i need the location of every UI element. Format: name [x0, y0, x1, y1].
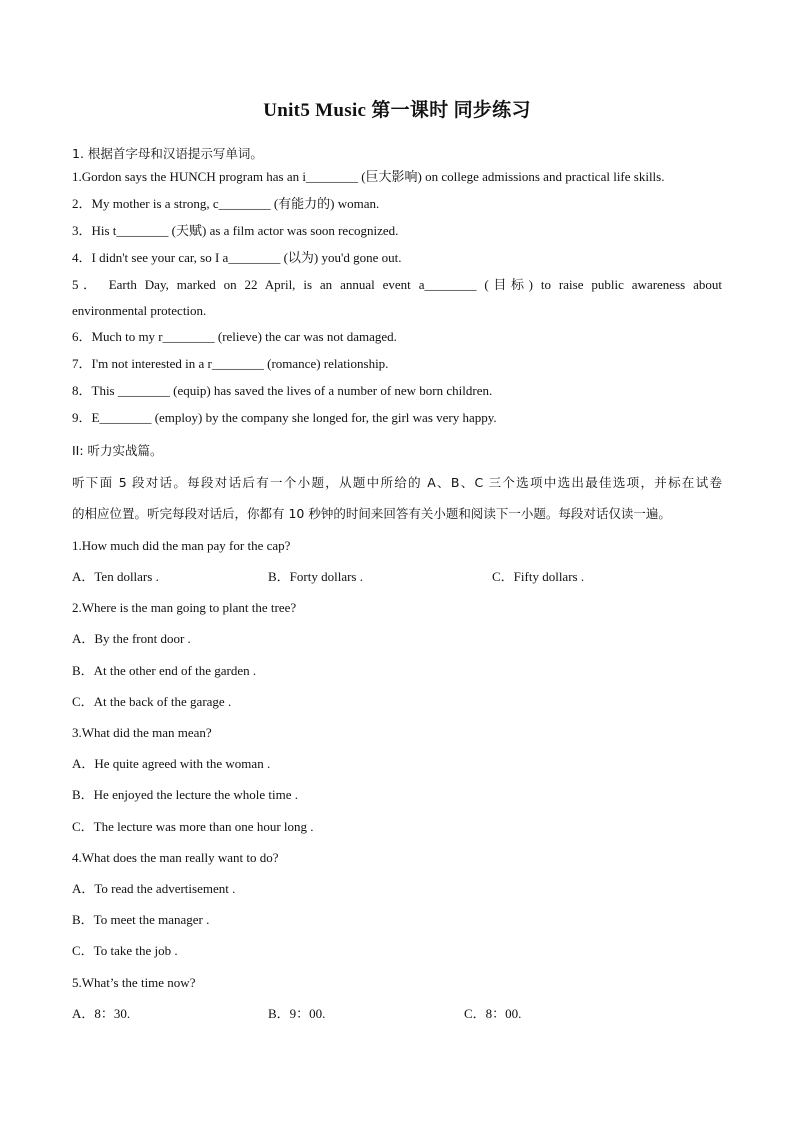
question-2: 2.Where is the man going to plant the tree?	[72, 600, 297, 615]
exercise-item-5: 5． Earth Day, marked on 22 April, is an annual event a________ (目标) to raise public awareness about	[72, 277, 722, 292]
exercise-item-3: 3．His t________ (天赋) as a film actor was soon recognized.	[72, 223, 399, 238]
exercise-item-6: 6．Much to my r________ (relieve) the car was not damaged.	[72, 329, 397, 344]
section1-heading: 1. 根据首字母和汉语提示写单词。	[72, 146, 263, 161]
section2-heading: II: 听力实战篇。	[72, 443, 163, 458]
question-5-option-b: B．9：00.	[268, 1006, 326, 1021]
question-2-option-b: B．At the other end of the garden .	[72, 663, 257, 678]
exercise-item-9: 9．E________ (employ) by the company she longed for, the girl was very happy.	[72, 410, 497, 425]
question-3: 3.What did the man mean?	[72, 725, 212, 740]
question-1: 1.How much did the man pay for the cap?	[72, 538, 291, 553]
question-4-option-c: C．To take the job .	[72, 943, 178, 958]
question-4-option-a: A．To read the advertisement .	[72, 881, 236, 896]
question-5-option-c: C．8：00.	[464, 1006, 522, 1021]
question-3-option-a: A．He quite agreed with the woman .	[72, 756, 271, 771]
question-5-option-a: A．8：30.	[72, 1006, 131, 1021]
question-2-option-c: C．At the back of the garage .	[72, 694, 232, 709]
question-2-option-a: A．By the front door .	[72, 631, 191, 646]
question-5: 5.What’s the time now?	[72, 975, 196, 990]
exercise-item-2: 2．My mother is a strong, c________ (有能力的) woman.	[72, 196, 380, 211]
exercise-item-7: 7．I'm not interested in a r________ (romance) relationship.	[72, 356, 389, 371]
exercise-item-4: 4．I didn't see your car, so I a________ (以为) you'd gone out.	[72, 250, 402, 265]
question-4-option-b: B．To meet the manager .	[72, 912, 210, 927]
listening-instructions-line1: 听下面 5 段对话。每段对话后有一个小题，从题中所给的 A、B、C 三个选项中选出最佳选项，并标在试卷	[72, 475, 722, 490]
question-1-option-a: A．Ten dollars .	[72, 569, 159, 584]
question-4: 4.What does the man really want to do?	[72, 850, 279, 865]
question-1-option-b: B．Forty dollars .	[268, 569, 363, 584]
exercise-item-5-continued: environmental protection.	[72, 303, 207, 318]
listening-instructions-line2: 的相应位置。听完每段对话后，你都有 10 秒钟的时间来回答有关小题和阅读下一小题。每段对话仅读一遍。	[72, 506, 671, 521]
question-1-option-c: C．Fifty dollars .	[492, 569, 585, 584]
page-title: Unit5 Music 第一课时 同步练习	[263, 100, 531, 121]
question-3-option-c: C．The lecture was more than one hour long .	[72, 819, 314, 834]
exercise-item-1: 1.Gordon says the HUNCH program has an i________ (巨大影响) on college admissions and practical life skills.	[72, 169, 665, 184]
question-3-option-b: B．He enjoyed the lecture the whole time .	[72, 787, 298, 802]
exercise-item-8: 8．This ________ (equip) has saved the lives of a number of new born children.	[72, 383, 493, 398]
